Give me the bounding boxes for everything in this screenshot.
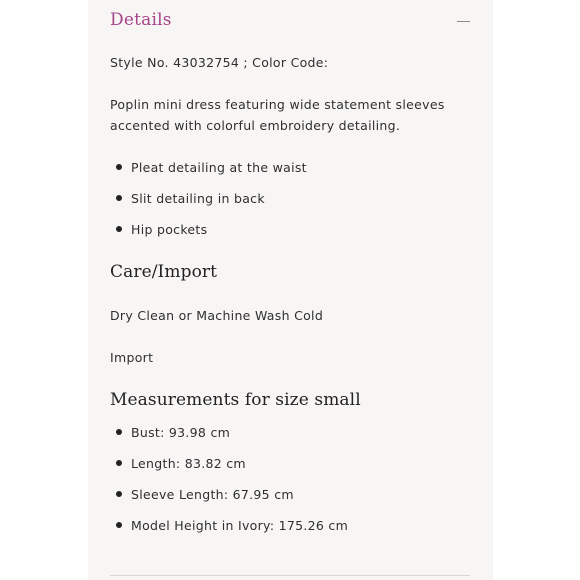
care-heading: Care/Import bbox=[110, 262, 218, 282]
list-item: Hip pockets bbox=[110, 219, 307, 250]
list-item: Bust: 93.98 cm bbox=[110, 422, 348, 453]
measurements-heading: Measurements for size small bbox=[110, 390, 361, 410]
list-item: Model Height in Ivory: 175.26 cm bbox=[110, 515, 348, 546]
product-description: Poplin mini dress featuring wide statement sleeves accented with colorful embroidery detailing. bbox=[110, 97, 445, 133]
style-number: Style No. 43032754 ; Color Code: bbox=[110, 55, 329, 70]
measurements-list bbox=[110, 422, 348, 546]
feature-list bbox=[110, 157, 307, 250]
care-instructions: Dry Clean or Machine Wash Cold bbox=[110, 308, 324, 323]
list-item: Pleat detailing at the waist bbox=[110, 157, 307, 188]
list-item: Length: 83.82 cm bbox=[110, 453, 348, 484]
list-item: Sleeve Length: 67.95 cm bbox=[110, 484, 348, 515]
details-title: Details bbox=[110, 10, 172, 30]
section-divider bbox=[110, 575, 470, 576]
product-details-panel bbox=[88, 0, 493, 580]
minus-icon[interactable] bbox=[457, 21, 470, 22]
list-item: Slit detailing in back bbox=[110, 188, 307, 219]
import-text: Import bbox=[110, 350, 154, 365]
details-accordion-header[interactable] bbox=[110, 8, 470, 38]
